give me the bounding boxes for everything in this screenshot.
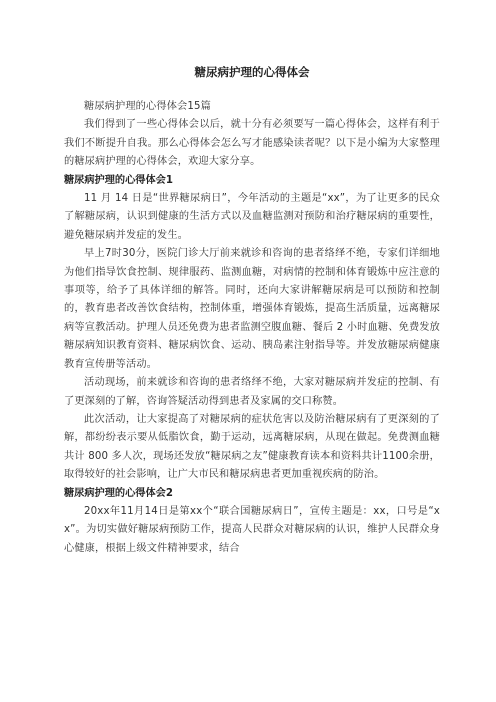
section-1-paragraph-1: 11 月 14 日是“世界糖尿病日”，今年活动的主题是“xx”，为了让更多的民众了解糖尿病，认识到健康的生活方式以及血糖监测对预防和治疗糖尿病的重要性，避免糖尿病并发症的发生。	[64, 193, 440, 241]
section-2-heading: 糖尿病护理的心得体会2	[64, 487, 173, 499]
document-title: 糖尿病护理的心得体会	[194, 65, 310, 79]
section-1-heading: 糖尿病护理的心得体会1	[64, 174, 173, 186]
section-1-paragraph-3: 活动现场，前来就诊和咨询的患者络绎不绝，大家对糖尿病并发症的控制、有了更深刻的了解，咨询答疑活动得到患者及家属的交口称赞。	[64, 377, 440, 407]
intro-title: 糖尿病护理的心得体会15篇	[84, 101, 211, 112]
section-2-paragraph-1: 20xx年11月14日是第xx个“联合国糖尿病日”，宣传主题是：xx，口号是“xx”。为切实做好糖尿病预防工作，提高人民群众对糖尿病的认识，维护人民群众身心健康，根据上级文件精神要求，结合	[64, 505, 440, 554]
section-1-paragraph-4: 此次活动，让大家提高了对糖尿病的症状危害以及防治糖尿病有了更深刻的了解，都纷纷表示要从低脂饮食，勤于运动，远离糖尿病，从现在做起。免费测血糖共计 800 多人次，现场还发放“糖尿病之友”健康教育读本和资料共计1100余册，取得较好的社会影响，让广大市民和糖尿病患者更加重视疾病的防治。	[64, 413, 440, 481]
intro-paragraph: 我们得到了一些心得体会以后，就十分有必须要写一篇心得体会，这样有利于我们不断提升自我。那么心得体会怎么写才能感染读者呢？以下是小编为大家整理的糖尿病护理的心得体会，欢迎大家分享。	[64, 119, 440, 168]
section-1-paragraph-2: 早上7时30分，医院门诊大厅前来就诊和咨询的患者络绎不绝，专家们详细地为他们指导饮食控制、规律服药、监测血糖，对病情的控制和体育锻炼中应注意的事项等，给予了具体详细的解答。同时，还向大家讲解糖尿病是可以预防和控制的，教育患者改善饮食结构，控制体重，增强体育锻炼，提高生活质量，远离糖尿病等宣教活动。护理人员还免费为患者监测空腹血糖、餐后 2 小时血糖、免费发放糖尿病知识教育资料、糖尿病饮食、运动、胰岛素注射指导等。并发放糖尿病健康教育宣传册等活动。	[64, 248, 440, 370]
